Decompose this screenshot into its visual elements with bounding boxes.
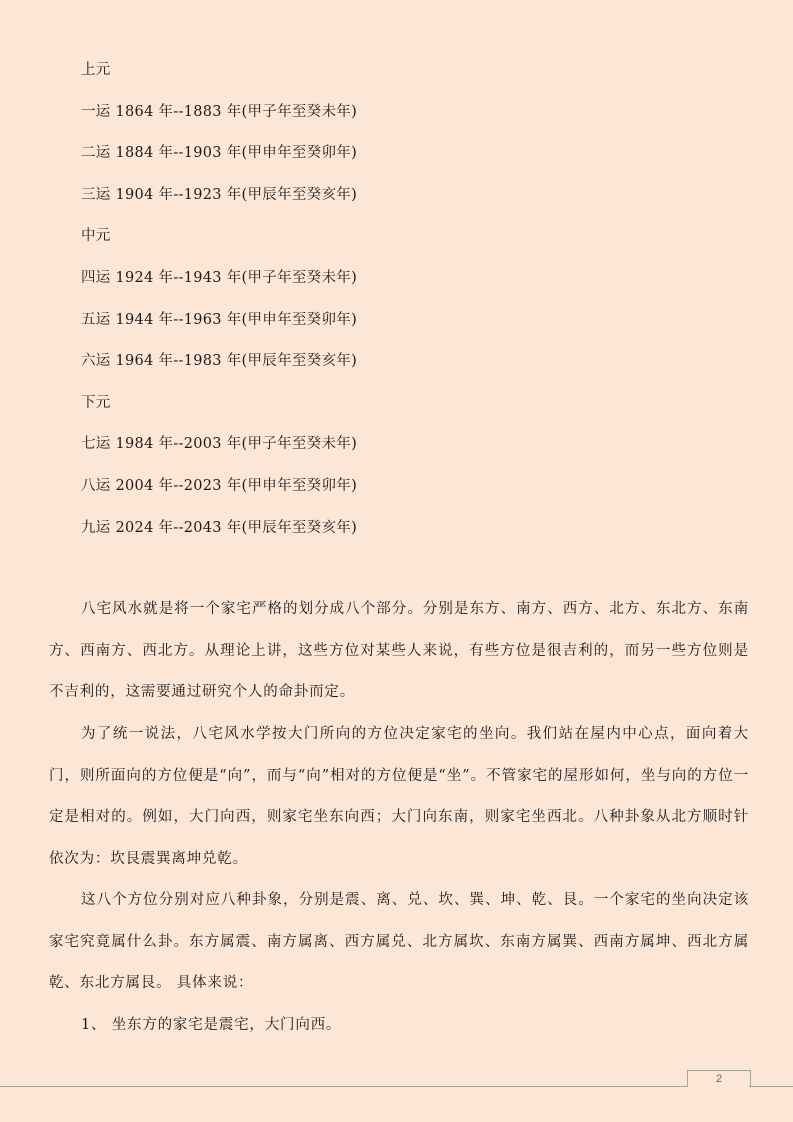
footer-rule — [0, 1086, 793, 1087]
yun-line: 二运 1884 年--1903 年(甲申年至癸卯年) — [81, 145, 358, 161]
footer-rule-right — [749, 1086, 793, 1087]
yun-line: 七运 1984 年--2003 年(甲子年至癸未年) — [81, 436, 358, 452]
paragraph-guaxiang: 这八个方位分别对应八种卦象，分别是震、离、兑、坎、巽、坤、乾、艮。一个家宅的坐向决定该家宅究竟属什么卦。东方属震、南方属离、西方属兑、北方属坎、东南方属巽、西南方属坤、西北方属乾、东北方属艮。 具体来说： — [49, 892, 749, 991]
yuan-heading-upper: 上元 — [81, 62, 111, 78]
paragraph-list-item-1: 1、 坐东方的家宅是震宅，大门向西。 — [81, 1017, 342, 1033]
yuan-heading-middle: 中元 — [81, 228, 111, 244]
yun-line: 五运 1944 年--1963 年(甲申年至癸卯年) — [81, 312, 358, 328]
page-number: 2 — [687, 1070, 751, 1087]
paragraph-zuoxiang: 为了统一说法，八宅风水学按大门所向的方位决定家宅的坐向。我们站在屋内中心点，面向着大门，则所面向的方位便是“向”，而与“向”相对的方位便是“坐”。不管家宅的屋形如何，坐与向的方位一定是相对的。例如，大门向西，则家宅坐东向西；大门向东南，则家宅坐西北。八种卦象从北方顺时针依次为：坎艮震巽离坤兑乾。 — [49, 726, 749, 867]
yun-line: 六运 1964 年--1983 年(甲辰年至癸亥年) — [81, 353, 358, 369]
paragraph-bazhai-intro: 八宅风水就是将一个家宅严格的划分成八个部分。分别是东方、南方、西方、北方、东北方、东南方、西南方、西北方。从理论上讲，这些方位对某些人来说，有些方位是很吉利的，而另一些方位则是不吉利的，这需要通过研究个人的命卦而定。 — [49, 601, 749, 700]
yun-line: 四运 1924 年--1943 年(甲子年至癸未年) — [81, 270, 358, 286]
yun-line: 三运 1904 年--1923 年(甲辰年至癸亥年) — [81, 187, 358, 203]
yun-line: 八运 2004 年--2023 年(甲申年至癸卯年) — [81, 478, 358, 494]
yun-line: 一运 1864 年--1883 年(甲子年至癸未年) — [81, 104, 358, 120]
yun-line: 九运 2024 年--2043 年(甲辰年至癸亥年) — [81, 520, 358, 536]
yuan-heading-lower: 下元 — [81, 395, 111, 411]
